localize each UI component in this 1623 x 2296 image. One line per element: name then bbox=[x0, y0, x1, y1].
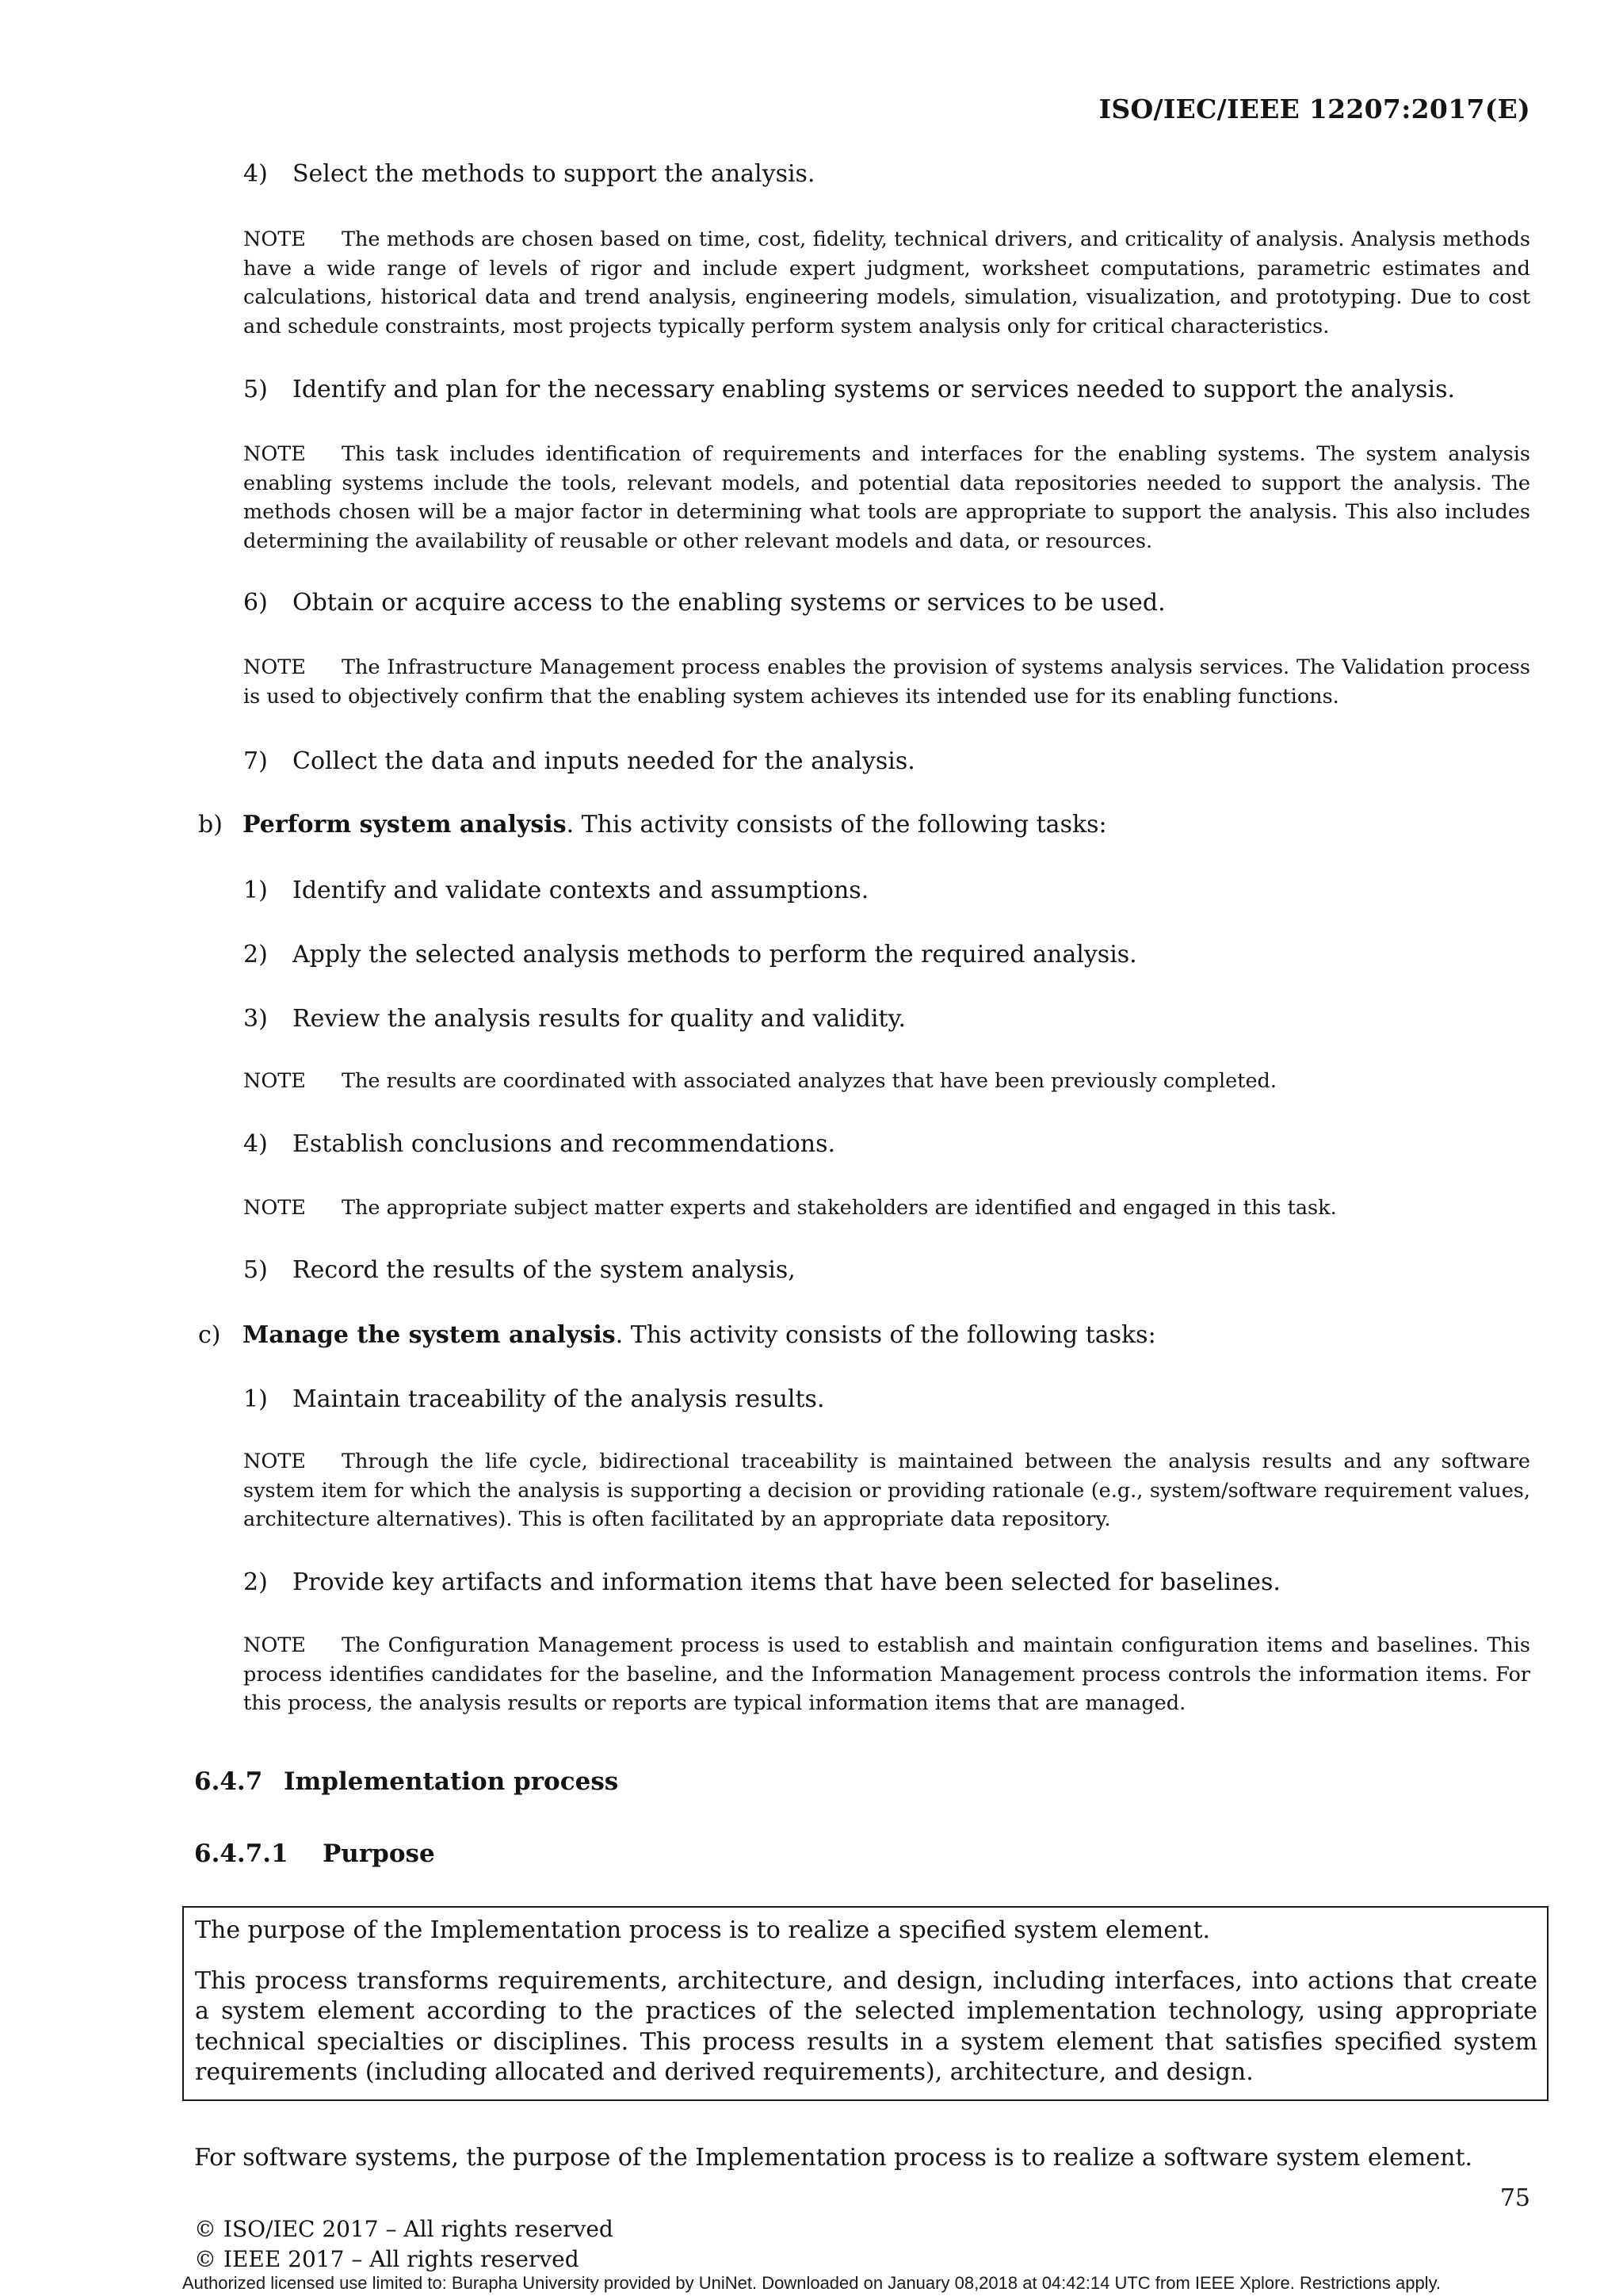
note-label: NOTE bbox=[243, 442, 306, 466]
task-text: Review the analysis results for quality and validity. bbox=[292, 1005, 906, 1033]
note-label: NOTE bbox=[243, 227, 306, 251]
note-label: NOTE bbox=[243, 1450, 306, 1473]
task-text: Collect the data and inputs needed for the analysis. bbox=[292, 747, 915, 775]
software-purpose: For software systems, the purpose of the Implementation process is to realize a software system element. bbox=[194, 2144, 1473, 2172]
note-c1 bbox=[243, 1447, 1530, 1534]
note-text: This task includes identification of requirements and interfaces for the enabling systems. The system analysis enabling systems include the tools, relevant models, and potential data repositories needed to support the analysis. The methods chosen will be a major factor in determining what tools are appropriate to support the analysis. This also includes determining the availability of reusable or other relevant models and data, or resources. bbox=[243, 442, 1530, 553]
activity-text: . This activity consists of the following tasks: bbox=[615, 1321, 1156, 1349]
note-a5 bbox=[243, 440, 1530, 556]
task-number: 4) bbox=[243, 160, 268, 188]
section-title: Implementation process bbox=[284, 1767, 619, 1796]
copyright-iso: © ISO/IEC 2017 – All rights reserved bbox=[194, 2216, 613, 2242]
subsection-title: Purpose bbox=[323, 1839, 435, 1868]
task-text: Apply the selected analysis methods to perform the required analysis. bbox=[292, 941, 1137, 968]
note-text: The Infrastructure Management process enables the provision of systems analysis services. The Validation process is used to objectively confirm that the enabling system achieves its intended use for its enabling functions. bbox=[243, 655, 1530, 709]
task-text: Establish conclusions and recommendations. bbox=[292, 1130, 836, 1158]
note-b3 bbox=[243, 1067, 1530, 1096]
note-text: The results are coordinated with associated analyzes that have been previously completed. bbox=[342, 1069, 1277, 1093]
task-number: 1) bbox=[243, 1385, 268, 1413]
task-text: Select the methods to support the analysis. bbox=[292, 160, 815, 188]
authorization-notice: Authorized licensed use limited to: Burapha University provided by UniNet. Downloaded on January 08,2018 at 04:42:14 UTC from IEEE Xplore. Restrictions apply. bbox=[181, 2273, 1442, 2293]
task-number: 2) bbox=[243, 941, 268, 968]
note-label: NOTE bbox=[243, 1196, 306, 1220]
task-number: 1) bbox=[243, 877, 268, 904]
task-number: 4) bbox=[243, 1130, 268, 1158]
purpose-description: This process transforms requirements, architecture, and design, including interfaces, into actions that create a system element according to the practices of the selected implementation technology, using appropriate technical specialties or disciplines. This process results in a system element that satisfies specified system requirements (including allocated and derived requirements), architecture, and design. bbox=[195, 1966, 1537, 2086]
task-number: 6) bbox=[243, 589, 268, 617]
activity-text: . This activity consists of the following tasks: bbox=[566, 811, 1107, 839]
task-b5 bbox=[243, 1256, 1530, 1285]
standard-header: ISO/IEC/IEEE 12207:2017(E) bbox=[1098, 94, 1530, 124]
task-b2 bbox=[243, 941, 1530, 969]
task-c2 bbox=[243, 1568, 1530, 1597]
note-a6 bbox=[243, 653, 1530, 711]
section-heading bbox=[194, 1767, 618, 1796]
purpose-statement: The purpose of the Implementation process is to realize a specified system element. bbox=[195, 1916, 1211, 1944]
task-text: Record the results of the system analysis, bbox=[292, 1256, 796, 1284]
copyright-ieee: © IEEE 2017 – All rights reserved bbox=[194, 2246, 579, 2272]
note-text: Through the life cycle, bidirectional traceability is maintained between the analysis results and any software system item for which the analysis is supporting a decision or providing rationale (e.g., system/software requirement values, architecture alternatives). This is often facilitated by an appropriate data repository. bbox=[243, 1450, 1530, 1531]
task-number: 2) bbox=[243, 1568, 268, 1596]
activity-b bbox=[198, 811, 1530, 839]
note-label: NOTE bbox=[243, 1069, 306, 1093]
task-a7 bbox=[243, 747, 1530, 776]
note-text: The Configuration Management process is used to establish and maintain configuration items and baselines. This process identifies candidates for the baseline, and the Information Management process controls the information items. For this process, the analysis results or reports are typical information items that are managed. bbox=[243, 1633, 1530, 1715]
task-number: 5) bbox=[243, 1256, 268, 1284]
activity-letter: c) bbox=[198, 1321, 221, 1349]
note-text: The appropriate subject matter experts and stakeholders are identified and engaged in this task. bbox=[342, 1196, 1337, 1220]
note-b4 bbox=[243, 1194, 1530, 1223]
subsection-heading bbox=[194, 1839, 435, 1868]
note-label: NOTE bbox=[243, 1633, 306, 1657]
task-text: Obtain or acquire access to the enabling systems or services to be used. bbox=[292, 589, 1166, 617]
task-a6 bbox=[243, 589, 1530, 617]
note-a4 bbox=[243, 225, 1530, 341]
task-text: Identify and validate contexts and assumptions. bbox=[292, 877, 869, 904]
task-text: Maintain traceability of the analysis results. bbox=[292, 1385, 825, 1413]
task-number: 5) bbox=[243, 376, 268, 403]
task-a4 bbox=[243, 160, 1530, 189]
task-text: Provide key artifacts and information items that have been selected for baselines. bbox=[292, 1568, 1281, 1596]
activity-letter: b) bbox=[198, 811, 223, 839]
note-label: NOTE bbox=[243, 655, 306, 679]
activity-title: Manage the system analysis bbox=[242, 1321, 616, 1349]
note-text: The methods are chosen based on time, cost, fidelity, technical drivers, and criticality of analysis. Analysis methods have a wide range of levels of rigor and include expert judgment, worksheet computations, parametric estimates and calculations, historical data and trend analysis, engineering models, simulation, visualization, and prototyping. Due to cost and schedule constraints, most projects typically perform system analysis only for critical characteristics. bbox=[243, 227, 1530, 338]
activity-c bbox=[198, 1321, 1530, 1350]
task-number: 7) bbox=[243, 747, 268, 775]
task-text: Identify and plan for the necessary enabling systems or services needed to support the analysis. bbox=[292, 376, 1456, 403]
task-b4 bbox=[243, 1130, 1530, 1159]
task-c1 bbox=[243, 1385, 1530, 1414]
task-a5 bbox=[243, 376, 1530, 404]
subsection-number: 6.4.7.1 bbox=[194, 1839, 288, 1868]
section-number: 6.4.7 bbox=[194, 1767, 263, 1796]
purpose-box bbox=[182, 1906, 1549, 2101]
page-number: 75 bbox=[1499, 2184, 1530, 2212]
task-b3 bbox=[243, 1005, 1530, 1033]
task-b1 bbox=[243, 877, 1530, 905]
task-number: 3) bbox=[243, 1005, 268, 1033]
note-c2 bbox=[243, 1631, 1530, 1718]
activity-title: Perform system analysis bbox=[242, 811, 567, 839]
